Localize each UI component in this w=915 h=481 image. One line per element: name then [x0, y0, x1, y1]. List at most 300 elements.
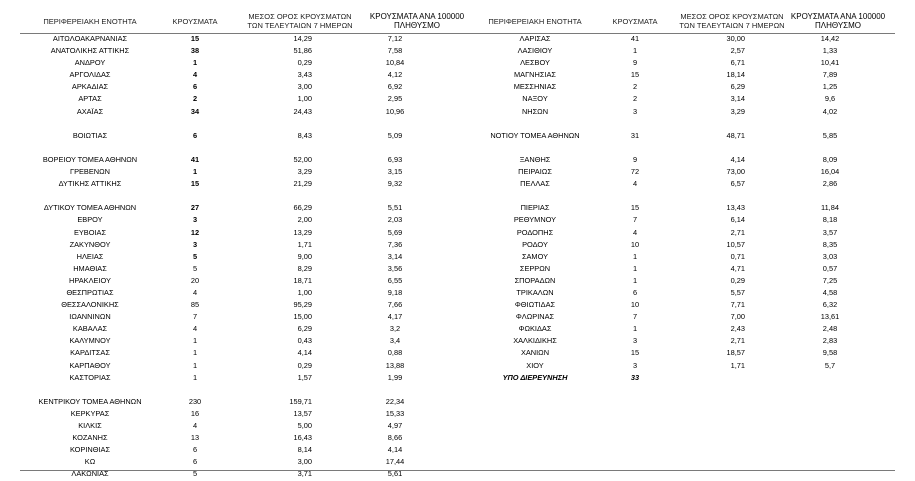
- header-avg-line1: ΜΕΣΟΣ ΟΡΟΣ ΚΡΟΥΣΜΑΤΩΝ: [248, 12, 352, 21]
- region-name-cell: ΛΑΚΩΝΙΑΣ: [71, 469, 109, 479]
- avg-cell: 21,29: [293, 179, 312, 189]
- region-name-cell: ΛΕΣΒΟΥ: [520, 58, 550, 68]
- cases-cell: 13: [190, 433, 200, 443]
- region-name-cell: ΦΛΩΡΙΝΑΣ: [515, 312, 555, 322]
- cases-cell: 3: [192, 215, 198, 225]
- avg-cell: 8,14: [297, 445, 312, 455]
- rate-cell: 6,92: [387, 82, 403, 92]
- table-row: [465, 311, 895, 323]
- cases-cell: 38: [190, 46, 200, 56]
- region-name-cell: ΚΑΡΠΑΘΟΥ: [69, 360, 111, 370]
- region-name-cell: ΧΑΛΚΙΔΙΚΗΣ: [513, 336, 557, 346]
- rate-cell: 22,34: [385, 396, 405, 406]
- header-avg-line2: ΤΩΝ ΤΕΛΕΥΤΑΙΩΝ 7 ΗΜΕΡΩΝ: [247, 21, 353, 30]
- table-row: [20, 202, 470, 214]
- rate-cell: 3,2: [389, 324, 401, 334]
- cases-cell: 10: [630, 300, 640, 310]
- rate-cell: 0,88: [387, 348, 403, 358]
- table-row: [20, 45, 470, 57]
- cases-cell: 6: [632, 287, 638, 297]
- region-name-cell: ΗΜΑΘΙΑΣ: [73, 263, 107, 273]
- cases-cell: 6: [192, 457, 198, 467]
- table-row: [20, 239, 470, 251]
- cases-cell: 4: [632, 179, 638, 189]
- table-row: [465, 57, 895, 69]
- avg-cell: 13,29: [293, 227, 312, 237]
- table-row: [20, 106, 470, 118]
- cases-cell: 1: [192, 336, 198, 346]
- region-name-cell: ΘΕΣΣΑΛΟΝΙΚΗΣ: [61, 300, 119, 310]
- avg-cell: 18,14: [726, 70, 745, 80]
- cases-cell: 2: [632, 94, 638, 104]
- table-row: [20, 420, 470, 432]
- cases-cell: 4: [632, 227, 638, 237]
- rate-cell: 7,66: [387, 300, 403, 310]
- cases-cell: 9: [632, 154, 638, 164]
- cases-cell: 5: [192, 251, 198, 261]
- region-name-cell: ΝΟΤΙΟΥ ΤΟΜΕΑ ΑΘΗΝΩΝ: [490, 130, 580, 140]
- rate-cell: 17,44: [385, 457, 405, 467]
- region-name-cell: ΚΙΛΚΙΣ: [78, 421, 102, 430]
- region-name-cell: ΚΑΡΔΙΤΣΑΣ: [70, 348, 110, 358]
- table-row: [20, 396, 470, 408]
- rate-cell: 16,04: [820, 167, 840, 177]
- avg-cell: 7,71: [730, 300, 745, 310]
- rate-cell: 3,14: [387, 251, 403, 261]
- cases-cell: 4: [192, 287, 198, 297]
- region-name-cell: ΜΕΣΣΗΝΙΑΣ: [513, 82, 557, 92]
- table-row: [465, 239, 895, 251]
- table-row: [20, 408, 470, 420]
- avg-cell: 2,57: [730, 46, 745, 56]
- table-row: [20, 444, 470, 456]
- spacer-row: [20, 142, 470, 154]
- avg-cell: 4,71: [730, 263, 745, 273]
- avg-cell: 14,29: [293, 34, 312, 43]
- region-name-cell: ΜΑΓΝΗΣΙΑΣ: [514, 70, 556, 80]
- avg-cell: 2,43: [730, 324, 745, 334]
- avg-cell: 6,29: [730, 82, 745, 92]
- cases-cell: 3: [632, 360, 638, 370]
- avg-cell: 10,57: [726, 239, 745, 249]
- region-name-cell: ΑΡΤΑΣ: [78, 94, 102, 104]
- rate-cell: 2,03: [387, 215, 403, 225]
- table-row: [20, 360, 470, 372]
- rate-cell: 3,03: [822, 251, 838, 261]
- table-row: [465, 299, 895, 311]
- right-region-table: [465, 33, 895, 384]
- avg-cell: 13,43: [726, 203, 745, 213]
- cases-cell: 1: [632, 263, 638, 273]
- header-rate-line1: ΚΡΟΥΣΜΑΤΑ ΑΝΑ 100000: [369, 12, 465, 21]
- avg-cell: 6,14: [730, 215, 745, 225]
- table-row: [20, 166, 470, 178]
- header-cases-left: ΚΡΟΥΣΜΑΤΑ: [172, 17, 218, 26]
- header-avg-line2: ΤΩΝ ΤΕΛΕΥΤΑΙΩΝ 7 ΗΜΕΡΩΝ: [679, 21, 785, 30]
- avg-cell: 3,43: [297, 70, 312, 80]
- avg-cell: 3,00: [297, 457, 312, 467]
- cases-cell: 3: [192, 239, 198, 249]
- cases-cell: 16: [190, 408, 200, 418]
- table-row: [20, 130, 470, 142]
- cases-cell: 33: [630, 372, 640, 382]
- avg-cell: 1,71: [730, 360, 745, 370]
- region-name-cell: ΣΑΜΟΥ: [521, 251, 549, 261]
- table-row: [20, 178, 470, 190]
- cases-cell: 4: [192, 324, 198, 334]
- rate-cell: 5,09: [387, 130, 403, 140]
- avg-cell: 95,29: [293, 300, 312, 310]
- header-rate-right: [783, 12, 893, 30]
- spacer-row: [20, 118, 470, 130]
- rate-cell: 3,4: [389, 336, 401, 346]
- table-row: [465, 335, 895, 347]
- cases-cell: 12: [190, 227, 200, 237]
- table-row: [20, 93, 470, 105]
- rate-cell: 9,18: [387, 287, 403, 297]
- rate-cell: 1,99: [387, 372, 403, 382]
- avg-cell: 0,71: [730, 251, 745, 261]
- header-avg-right: [672, 12, 792, 30]
- region-name-cell: ΘΕΣΠΡΩΤΙΑΣ: [66, 287, 114, 297]
- table-row: [465, 130, 895, 142]
- table-row: [465, 33, 895, 45]
- region-name-cell: ΡΟΔΟΥ: [522, 239, 548, 249]
- region-name-cell: ΛΑΡΙΣΑΣ: [519, 34, 551, 43]
- cases-cell: 230: [188, 396, 202, 406]
- avg-cell: 16,43: [293, 433, 312, 443]
- region-name-cell: ΚΟΡΙΝΘΙΑΣ: [69, 445, 111, 455]
- rate-cell: 2,86: [822, 179, 838, 189]
- table-row: [465, 81, 895, 93]
- region-name-cell: ΒΟΡΕΙΟΥ ΤΟΜΕΑ ΑΘΗΝΩΝ: [42, 154, 138, 164]
- region-name-cell: ΚΑΛΥΜΝΟΥ: [69, 336, 111, 346]
- cases-cell: 1: [632, 324, 638, 334]
- cases-cell: 7: [632, 215, 638, 225]
- region-name-cell: ΥΠΟ ΔΙΕΡΕΥΝΗΣΗ: [502, 372, 568, 382]
- cases-cell: 3: [632, 336, 638, 346]
- region-name-cell: ΧΑΝΙΩΝ: [520, 348, 550, 358]
- rate-cell: 5,69: [387, 227, 403, 237]
- table-row: [20, 347, 470, 359]
- avg-cell: 0,29: [297, 360, 312, 370]
- table-row: [20, 432, 470, 444]
- table-row: [20, 275, 470, 287]
- cases-cell: 41: [630, 34, 640, 43]
- header-rate-line1: ΚΡΟΥΣΜΑΤΑ ΑΝΑ 100000: [790, 12, 886, 21]
- avg-cell: 6,71: [730, 58, 745, 68]
- rate-cell: 9,32: [387, 179, 403, 189]
- avg-cell: 0,43: [297, 336, 312, 346]
- cases-cell: 15: [190, 34, 200, 43]
- table-row: [465, 347, 895, 359]
- cases-cell: 20: [190, 275, 200, 285]
- rate-cell: 2,95: [387, 94, 403, 104]
- rate-cell: 5,51: [387, 203, 403, 213]
- avg-cell: 3,29: [297, 167, 312, 177]
- avg-cell: 2,00: [297, 215, 312, 225]
- rate-cell: 4,02: [822, 106, 838, 116]
- table-row: [465, 93, 895, 105]
- table-row: [20, 69, 470, 81]
- region-name-cell: ΕΥΒΟΙΑΣ: [73, 227, 107, 237]
- rate-cell: 5,61: [387, 469, 403, 479]
- header-avg-line1: ΜΕΣΟΣ ΟΡΟΣ ΚΡΟΥΣΜΑΤΩΝ: [680, 12, 784, 21]
- rate-cell: 10,96: [385, 106, 405, 116]
- table-row: [20, 251, 470, 263]
- rate-cell: 15,33: [385, 408, 405, 418]
- table-row: [20, 323, 470, 335]
- cases-cell: 6: [192, 445, 198, 455]
- rate-cell: 11,84: [821, 203, 839, 213]
- avg-cell: 1,71: [297, 239, 312, 249]
- rate-cell: 13,61: [820, 312, 840, 322]
- region-name-cell: ΧΙΟΥ: [526, 360, 544, 370]
- avg-cell: 2,71: [730, 227, 745, 237]
- rate-cell: 7,89: [822, 70, 838, 80]
- cases-cell: 15: [630, 70, 640, 80]
- avg-cell: 48,71: [726, 130, 745, 140]
- region-name-cell: ΚΑΣΤΟΡΙΑΣ: [69, 372, 111, 382]
- table-row: [20, 468, 470, 480]
- rate-cell: 5,85: [822, 130, 838, 140]
- rate-cell: 14,42: [820, 34, 840, 43]
- cases-cell: 6: [192, 130, 198, 140]
- avg-cell: 1,00: [297, 287, 312, 297]
- region-name-cell: ΦΘΙΩΤΙΔΑΣ: [514, 300, 556, 310]
- rate-cell: 7,12: [387, 34, 403, 43]
- table-row: [465, 275, 895, 287]
- rate-cell: [765, 372, 895, 384]
- cases-cell: 15: [630, 348, 640, 358]
- rate-cell: 8,66: [387, 433, 403, 443]
- region-name-cell: ΦΩΚΙΔΑΣ: [518, 324, 552, 334]
- avg-cell: 51,86: [293, 46, 312, 56]
- region-name-cell: ΑΙΤΩΛΟΑΚΑΡΝΑΝΙΑΣ: [52, 34, 128, 43]
- table-row: [20, 287, 470, 299]
- avg-cell: 1,57: [297, 372, 312, 382]
- rate-cell: 4,17: [387, 312, 403, 322]
- region-name-cell: ΚΕΝΤΡΙΚΟΥ ΤΟΜΕΑ ΑΘΗΝΩΝ: [38, 396, 142, 406]
- cases-cell: 27: [190, 203, 200, 213]
- avg-cell: 5,00: [297, 421, 312, 430]
- rate-cell: 10,84: [385, 58, 405, 68]
- region-name-cell: ΝΑΞΟΥ: [522, 94, 548, 104]
- rate-cell: 7,25: [822, 275, 838, 285]
- region-name-cell: ΓΡΕΒΕΝΩΝ: [70, 167, 110, 177]
- cases-cell: 5: [192, 263, 198, 273]
- spacer-row: [465, 142, 895, 154]
- cases-cell: 1: [632, 46, 638, 56]
- cases-cell: 41: [190, 154, 200, 164]
- rate-cell: 4,58: [822, 287, 838, 297]
- cases-cell: 31: [630, 130, 640, 140]
- table-row: [465, 360, 895, 372]
- spacer-row: [465, 118, 895, 130]
- table-row: [465, 154, 895, 166]
- table-row: [465, 227, 895, 239]
- avg-cell: 3,14: [730, 94, 745, 104]
- avg-cell: 0,29: [297, 58, 312, 68]
- avg-cell: 4,14: [297, 348, 312, 358]
- header-rate-line2: ΠΛΗΘΥΣΜΟ: [814, 21, 862, 30]
- rate-cell: 5,7: [824, 360, 836, 370]
- avg-cell: 6,29: [297, 324, 312, 334]
- rate-cell: 9,58: [822, 348, 838, 358]
- region-name-cell: ΣΕΡΡΩΝ: [519, 263, 551, 273]
- table-row: [465, 45, 895, 57]
- region-name-cell: ΔΥΤΙΚΟΥ ΤΟΜΕΑ ΑΘΗΝΩΝ: [43, 203, 137, 213]
- table-row: [465, 323, 895, 335]
- avg-cell: 52,00: [293, 154, 312, 164]
- region-name-cell: ΑΝΔΡΟΥ: [74, 58, 106, 68]
- table-row: [20, 263, 470, 275]
- cases-cell: 7: [192, 312, 198, 322]
- cases-cell: 3: [632, 106, 638, 116]
- avg-cell: 5,57: [730, 287, 745, 297]
- region-name-cell: ΖΑΚΥΝΘΟΥ: [69, 239, 111, 249]
- header-avg-left: [240, 12, 360, 30]
- region-name-cell: ΡΟΔΟΠΗΣ: [516, 227, 554, 237]
- rate-cell: 8,18: [822, 215, 838, 225]
- header-region-left: ΠΕΡΙΦΕΡΕΙΑΚΗ ΕΝΟΤΗΤΑ: [43, 17, 137, 26]
- avg-cell: 24,43: [293, 106, 312, 116]
- table-row: [20, 81, 470, 93]
- cases-cell: 1: [192, 348, 198, 358]
- region-name-cell: ΕΒΡΟΥ: [77, 215, 103, 225]
- rate-cell: 4,14: [387, 445, 403, 455]
- region-name-cell: ΚΩ: [84, 457, 96, 467]
- region-name-cell: ΚΑΒΑΛΑΣ: [72, 324, 108, 334]
- spacer-row: [20, 384, 470, 396]
- rate-cell: 1,33: [822, 46, 838, 56]
- cases-cell: 1: [632, 275, 638, 285]
- table-row: [20, 299, 470, 311]
- region-name-cell: ΔΥΤΙΚΗΣ ΑΤΤΙΚΗΣ: [58, 179, 122, 189]
- region-name-cell: ΙΩΑΝΝΙΝΩΝ: [69, 312, 111, 322]
- avg-cell: 18,57: [726, 348, 745, 358]
- avg-cell: 3,00: [297, 82, 312, 92]
- region-name-cell: ΛΑΣΙΘΙΟΥ: [517, 46, 553, 56]
- cases-cell: 9: [632, 58, 638, 68]
- rate-cell: 8,09: [822, 154, 838, 164]
- table-row: [20, 227, 470, 239]
- region-name-cell: ΑΝΑΤΟΛΙΚΗΣ ΑΤΤΙΚΗΣ: [50, 46, 130, 56]
- region-name-cell: ΠΙΕΡΙΑΣ: [520, 203, 550, 213]
- avg-cell: 4,14: [730, 154, 745, 164]
- table-row: [465, 214, 895, 226]
- cases-cell: 7: [632, 312, 638, 322]
- cases-cell: 10: [630, 239, 640, 249]
- table-row: [465, 202, 895, 214]
- table-row: [20, 311, 470, 323]
- avg-cell: 3,29: [730, 106, 745, 116]
- rate-cell: 6,55: [387, 275, 403, 285]
- cases-cell: 15: [630, 203, 640, 213]
- rate-cell: 3,56: [387, 263, 403, 273]
- avg-cell: 30,00: [726, 34, 745, 43]
- region-name-cell: ΑΧΑΪΑΣ: [76, 106, 104, 116]
- header-rate-line2: ΠΛΗΘΥΣΜΟ: [393, 21, 441, 30]
- avg-cell: 73,00: [726, 167, 745, 177]
- table-row: [465, 178, 895, 190]
- avg-cell: 159,71: [289, 396, 312, 406]
- table-row: [465, 106, 895, 118]
- rate-cell: 2,83: [822, 336, 838, 346]
- avg-cell: 8,43: [297, 130, 312, 140]
- avg-cell: 0,29: [730, 275, 745, 285]
- avg-cell: 9,00: [297, 251, 312, 261]
- rate-cell: 7,36: [387, 239, 403, 249]
- avg-cell: 13,57: [293, 408, 312, 418]
- region-name-cell: ΝΗΣΩΝ: [521, 106, 549, 116]
- rate-cell: 6,93: [387, 154, 403, 164]
- rate-cell: 10,41: [820, 58, 840, 68]
- avg-cell: 15,00: [293, 312, 312, 322]
- cases-cell: 6: [192, 82, 198, 92]
- table-row: [20, 335, 470, 347]
- table-row: [465, 251, 895, 263]
- spacer-row: [465, 190, 895, 202]
- cases-cell: 4: [192, 421, 198, 430]
- header-cases-right: ΚΡΟΥΣΜΑΤΑ: [612, 17, 658, 26]
- left-region-table: [20, 33, 470, 480]
- table-row: [20, 372, 470, 384]
- cases-cell: 1: [192, 360, 198, 370]
- region-name-cell: ΤΡΙΚΑΛΩΝ: [516, 287, 554, 297]
- region-name-cell: ΠΕΙΡΑΙΩΣ: [518, 167, 552, 177]
- table-row: [20, 154, 470, 166]
- table-row: [20, 214, 470, 226]
- region-name-cell: ΡΕΘΥΜΝΟΥ: [513, 215, 557, 225]
- avg-cell: 3,71: [297, 469, 312, 479]
- avg-cell: 1,00: [297, 94, 312, 104]
- table-row: [465, 372, 895, 384]
- cases-cell: 1: [192, 372, 198, 382]
- header-region-right: ΠΕΡΙΦΕΡΕΙΑΚΗ ΕΝΟΤΗΤΑ: [488, 17, 582, 26]
- table-row: [20, 33, 470, 45]
- spacer-row: [20, 190, 470, 202]
- cases-cell: 4: [192, 70, 198, 80]
- region-name-cell: ΚΕΡΚΥΡΑΣ: [70, 408, 110, 418]
- cases-cell: 2: [192, 94, 198, 104]
- cases-cell: 72: [630, 167, 640, 177]
- cases-cell: 1: [632, 251, 638, 261]
- region-name-cell: ΑΡΓΟΛΙΔΑΣ: [69, 70, 111, 80]
- cases-cell: 2: [632, 82, 638, 92]
- region-name-cell: ΗΡΑΚΛΕΙΟΥ: [69, 275, 111, 285]
- table-row: [20, 57, 470, 69]
- rate-cell: 0,57: [822, 263, 838, 273]
- rate-cell: 9,6: [824, 94, 836, 104]
- rate-cell: 4,12: [387, 70, 403, 80]
- avg-cell: 8,29: [297, 263, 312, 273]
- rate-cell: 1,25: [822, 82, 838, 92]
- table-row: [465, 69, 895, 81]
- avg-cell: [665, 372, 765, 384]
- avg-cell: 6,57: [730, 179, 745, 189]
- cases-cell: 85: [190, 300, 200, 310]
- cases-cell: 5: [192, 469, 198, 479]
- table-row: [465, 166, 895, 178]
- region-name-cell: ΒΟΙΩΤΙΑΣ: [72, 130, 108, 140]
- avg-cell: 18,71: [293, 275, 312, 285]
- rate-cell: 4,97: [387, 421, 403, 430]
- avg-cell: 66,29: [293, 203, 312, 213]
- table-row: [20, 456, 470, 468]
- header-rate-left: [362, 12, 472, 30]
- region-name-cell: ΣΠΟΡΑΔΩΝ: [514, 275, 556, 285]
